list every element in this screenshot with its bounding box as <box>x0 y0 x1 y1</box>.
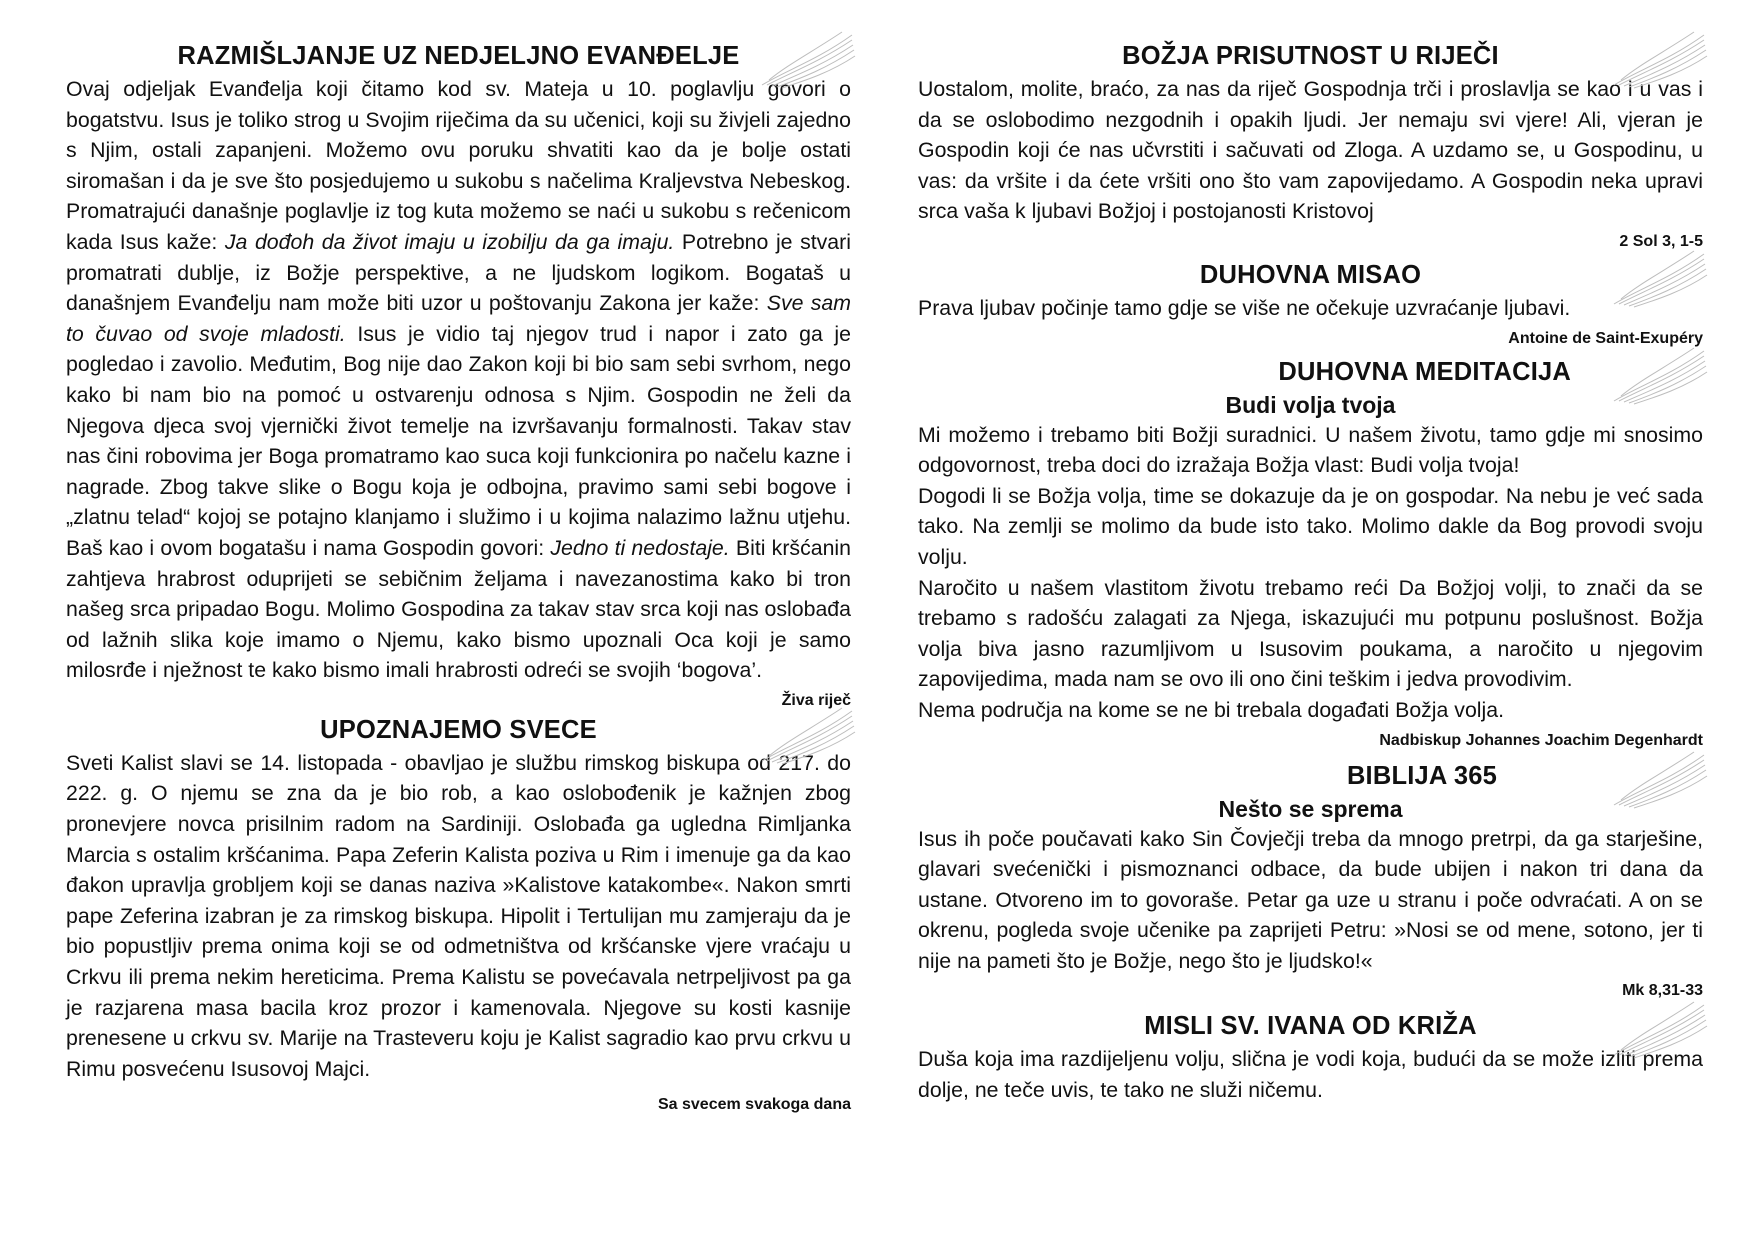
thought-heading-wrap <box>918 255 1703 293</box>
saints-title: UPOZNAJEMO SVECE <box>320 715 597 744</box>
meditation-title: DUHOVNA MEDITACIJA <box>1278 357 1571 386</box>
saints-heading-wrap <box>66 714 851 748</box>
feather-swirl-icon <box>757 30 857 90</box>
right-column <box>918 30 1703 1106</box>
thought-source: Antoine de Saint-Exupéry <box>1508 329 1703 347</box>
reflection-text <box>66 74 851 686</box>
feather-swirl-icon <box>1609 249 1709 309</box>
meditation-paragraph-1: Mi možemo i trebamo biti Božji suradnici. U našem životu, tamo gdje mi snosimo odgovornost, treba doci do izražaja Božja vlast: Budi volja tvoja! <box>918 422 1703 478</box>
reflection-section <box>66 30 851 712</box>
feather-swirl-icon <box>1609 1000 1709 1060</box>
thought-text: Prava ljubav počinje tamo gdje se više ne očekuje uzvraćanje ljubavi. <box>918 295 1571 320</box>
reflection-paragraph <box>66 74 851 686</box>
meditation-heading-wrap <box>918 352 1703 390</box>
meditation-paragraph-3: Naročito u našem vlastitom životu trebamo reći Da Božjoj volji, to znači da se trebamo s radošću zalagati za Njega, iskazujući mu potpunu poslušnost. Božja volja biva jasno razumljivom u Isusovim poukama, a naročito u njegovim zapovijedima, mada nam se ovo ili ono čini teškim i jedva provodivim. <box>918 575 1703 692</box>
bible-title: BIBLIJA 365 <box>1346 761 1497 790</box>
john-title: MISLI SV. IVANA OD KRIŽA <box>1144 1012 1477 1041</box>
reflection-text-c: Isus je vidio taj njegov trud i napor i zato ga je pogledao i zavolio. Međutim, Bog nije dao Zakon koji bi bio sam sebi svrhom, nego kako bi nam bio na pomoć u ostvarenju odnosa s Njim. Gospodin ne želi da Njegova djeca svoj vjernički život temelje na izvršavanju formalnosti. Takav stav nas čini robovima jer Boga promatramo kao suca koji funkcionira po načelu kazne i nagrade. Zbog takve slike o Bogu koja je odbojna, pravimo sami sebi bogove i „zlatnu telad“ kojoj se potajno klanjamo i služimo i u kojima nalazimo lažnu utjehu. Baš kao i ovom bogatašu i nama Gospodin govori: <box>66 321 851 560</box>
bible-source: Mk 8,31-33 <box>1622 982 1703 1000</box>
bible-subtitle: Nešto se sprema <box>1218 795 1403 822</box>
meditation-source: Nadbiskup Johannes Joachim Degenhardt <box>1379 731 1703 749</box>
meditation-subtitle: Budi volja tvoja <box>1225 391 1396 418</box>
presence-source: 2 Sol 3, 1-5 <box>1619 232 1703 250</box>
meditation-section <box>918 352 1703 752</box>
reflection-quote-3: Jedno ti nedostaje. <box>550 535 730 560</box>
reflection-source: Živa riječ <box>781 691 851 709</box>
feather-swirl-icon <box>1609 30 1709 90</box>
presence-title: BOŽJA PRISUTNOST U RIJEČI <box>1122 42 1499 70</box>
presence-heading-wrap <box>918 30 1703 74</box>
left-column <box>66 30 851 1118</box>
reflection-text-d: Biti kršćanin zahtjeva hrabrost oduprijeti se sebičnim željama i navezanostima kako bi tron našeg srca pripadao Bogu. Molimo Gospodina za takav stav srca koji nas oslobađa od lažnih slika koje imamo o Njemu, kako bismo upoznali Oca koji je samo milosrđe i nježnost te kako bismo imali hrabrosti odreći se svojih ‘bogova’. <box>66 535 851 683</box>
thought-section <box>918 255 1703 350</box>
bible-text: Isus ih poče poučavati kako Sin Čovječji treba da mnogo pretrpi, da ga starješine, glavari svećenički i pismoznanci odbace, da bude ubijen i nakon tri dana da ustane. Otvoreno im to govoraše. Petar ga uze u stranu i poče odvraćati. A on se okrenu, pogleda svoje učenike pa zaprijeti Petru: »Nosi se od mene, sotono, jer ti nije na pameti što je Božje, nego što je ljudsko!« <box>918 826 1703 973</box>
reflection-quote-1: Ja dođoh da život imaju u izobilju da ga imaju. <box>224 229 675 254</box>
reflection-text-a: Ovaj odjeljak Evanđelja koji čitamo kod sv. Mateja u 10. poglavlju govori o bogatstvu. Isus je toliko strog u Svojim riječima da su učenici, koji su živjeli zajedno s Njim, ostali zapanjeni. Možemo ovu poruku shvatiti kao da je bolje ostati siromašan i da je sve što posjedujemo u sukobu s načelima Kraljevstva Nebeskog. Promatrajući današnje poglavlje iz tog kuta možemo se naći u sukobu s rečenicom kada Isus kaže: <box>66 77 851 254</box>
feather-swirl-icon <box>757 706 857 766</box>
meditation-paragraph-4: Nema područja na kome se ne bi trebala događati Božja volja. <box>918 697 1505 722</box>
meditation-paragraph-2: Dogodi li se Božja volja, time se dokazuje da je on gospodar. Na nebu je već sada tako. Na zemlji se molimo da bude isto tako. Molimo dakle da Bog provodi svoju volju. <box>918 483 1703 569</box>
bible-section <box>918 754 1703 1003</box>
john-section <box>918 1004 1703 1105</box>
feather-swirl-icon <box>1609 346 1709 406</box>
reflection-quote-2: Sve sam to čuvao od svoje mladosti. <box>66 291 851 346</box>
reflection-heading-wrap <box>66 30 851 74</box>
thought-title: DUHOVNA MISAO <box>1199 260 1422 289</box>
presence-text: Uostalom, molite, braćo, za nas da riječ Gospodnja trči i proslavlja se kao i u vas i da se oslobodimo nezgodnih i opakih ljudi. Jer nemaju svi vjere! Ali, vjeran je Gospodin koji će nas učvrstiti i sačuvati od Zloga. A uzdamo se, u Gospodinu, u vas: da vršite i da ćete vršiti ono što vam zapovijedamo. A Gospodin neka upravi srca vaša k ljubavi Božjoj i postojanosti Kristovoj <box>918 77 1703 224</box>
bible-heading-wrap <box>918 754 1703 794</box>
feather-swirl-icon <box>1609 750 1709 810</box>
meditation-text <box>918 420 1703 726</box>
john-text: Duša koja ima razdijeljenu volju, slična je vodi koja, budući da se može izliti prema dolje, ne teče uvis, te tako ne služi ničemu. <box>918 1047 1703 1103</box>
saints-section <box>66 714 851 1117</box>
reflection-title: RAZMIŠLJANJE UZ NEDJELJNO EVANĐELJE <box>177 42 740 70</box>
reflection-text-b: Potrebno je stvari promatrati dublje, iz Božje perspektive, a ne ljudskom logikom. Bogataš u današnjem Evanđelju nam može biti uzor u poštovanju Zakona jer kaže: <box>66 229 851 316</box>
saints-source: Sa svecem svakoga dana <box>657 1096 851 1114</box>
john-heading-wrap <box>918 1004 1703 1044</box>
presence-section <box>918 30 1703 253</box>
saints-text: Sveti Kalist slavi se 14. listopada - obavljao je službu rimskog biskupa od 217. do 222. g. O njemu se zna da je bio rob, a kao oslobođenik je kažnjen zbog pronevjere novca prisilnim radom na Sardiniji. Oslobađa ga ugledna Rimljanka Marcia s ostalim kršćanima. Papa Zeferin Kalista poziva u Rim i imenuje ga da kao đakon upravlja grobljem koji se danas naziva »Kalistove katakombe«. Nakon smrti pape Zeferina izabran je za rimskog biskupa. Hipolit i Tertulijan mu zamjeraju da je bio popustljiv prema onima koji se od odmetništva od kršćanske vjere vraćaju u Crkvu ili prema nekim hereticima. Prema Kalistu se povećavala netrpeljivost pa ga je razjarena masa bacila kroz prozor i kamenovala. Njegove su kosti kasnije prenesene u crkvu sv. Marije na Trasteveru koju je Kalist sagradio kao prvu crkvu u Rimu posvećenu Isusovoj Majci. <box>66 750 851 1081</box>
